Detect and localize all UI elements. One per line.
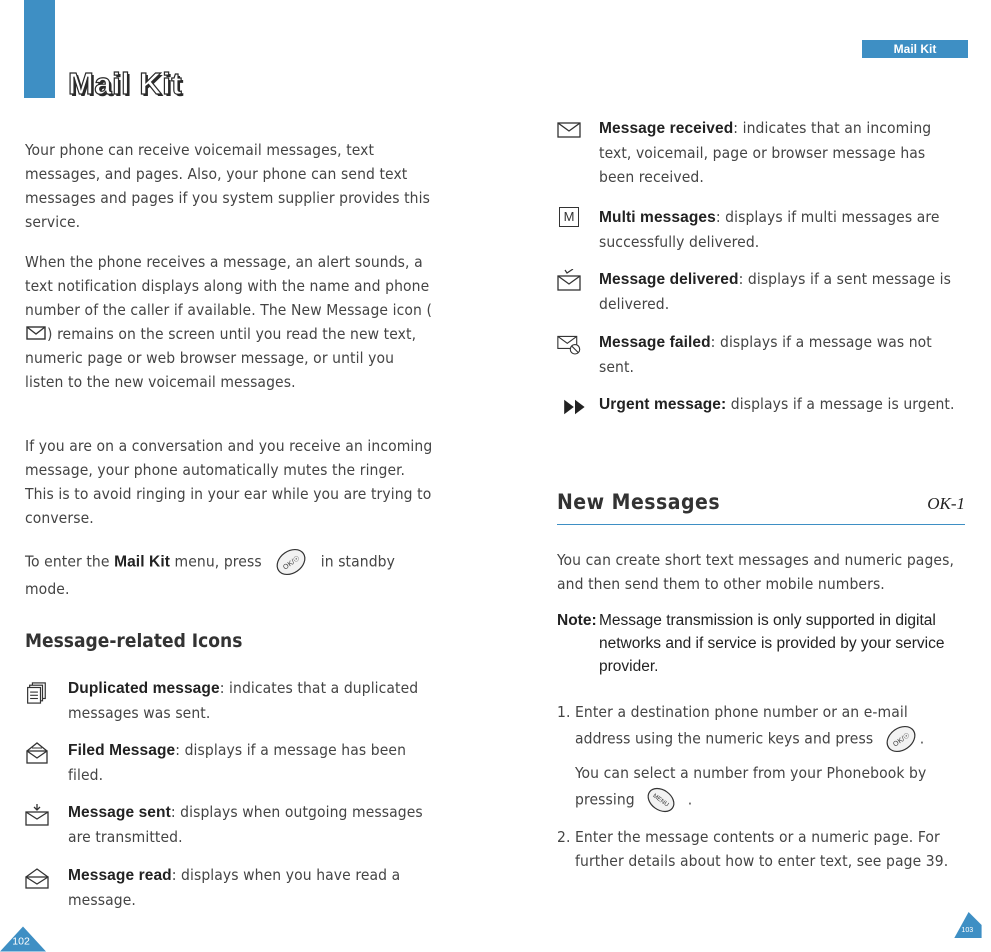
message-failed-icon	[557, 334, 581, 356]
item-term: Message read	[68, 867, 172, 884]
step-text: Enter the message contents or a numeric page. For further details about how to enter text, see page 39.	[575, 828, 949, 870]
page-number: 102	[12, 935, 30, 948]
list-item	[25, 676, 435, 725]
intro-paragraph	[25, 138, 435, 234]
item-desc: : displays if a message was not sent.	[599, 333, 932, 376]
list-item	[25, 738, 435, 787]
item-desc: : displays if a sent message is delivered.	[599, 270, 952, 313]
step-text: Enter a destination phone number or an e-mail address using the numeric keys and press	[575, 703, 908, 748]
step-2	[557, 825, 965, 873]
running-header-tab: Mail Kit	[862, 40, 968, 58]
menu-shortcut-tag: OK-1	[927, 494, 965, 513]
ok-button-icon	[882, 724, 920, 754]
new-messages-intro: You can create short text messages and numeric pages, and then send them to other mobile numbers.	[557, 551, 954, 593]
enter-text-c: in standby mode.	[25, 552, 395, 598]
message-sent-icon	[25, 804, 49, 826]
item-term: Message delivered	[599, 271, 739, 288]
section-divider	[557, 524, 965, 525]
subnote-end: .	[687, 790, 693, 809]
step-number: 1.	[557, 703, 571, 721]
item-desc: displays if a message is urgent.	[726, 395, 955, 413]
duplicated-message-icon	[25, 682, 49, 704]
subnote-text: You can select a number from your Phonebook by pressing	[575, 764, 927, 809]
item-desc: : displays if a message has been filed.	[68, 741, 407, 784]
enter-text-b: menu, press	[170, 552, 262, 571]
item-term: Filed Message	[68, 742, 176, 759]
step-1	[557, 700, 965, 754]
ok-button-label: OK/☉	[891, 731, 912, 749]
new-message-icon	[26, 326, 46, 340]
conversation-text: If you are on a conversation and you receive an incoming message, your phone automatically mutes the ringer. This is to avoid ringing in your ear while you are trying to converse.	[25, 437, 433, 527]
step-1-subnote	[575, 761, 965, 815]
list-item	[557, 116, 962, 189]
new-messages-heading: New Messages	[557, 490, 721, 514]
icons-heading: Message-related Icons	[25, 630, 243, 652]
ok-button-label: OK/☉	[282, 554, 302, 572]
message-read-icon	[25, 867, 49, 889]
item-desc: : displays when you have read a message.	[68, 866, 401, 909]
menu-button-label: MENU	[651, 793, 670, 809]
step-number: 2.	[557, 828, 571, 846]
note-block	[557, 609, 965, 675]
item-term: Message received	[599, 120, 734, 137]
item-desc: : displays when outgoing messages are transmitted.	[68, 803, 423, 846]
item-term: Multi messages	[599, 209, 716, 226]
conversation-paragraph	[25, 434, 435, 530]
list-item	[557, 205, 962, 254]
note-label: Note:	[557, 612, 597, 629]
list-item	[557, 267, 962, 316]
alert-text-b: ) remains on the screen until you read the new text, numeric page or web browser message, or until you listen to the new voicemail messages.	[25, 325, 417, 391]
page-title: Mail Kit	[68, 66, 183, 101]
list-item	[25, 863, 435, 912]
chapter-color-bar	[24, 0, 55, 98]
enter-mailkit-paragraph	[25, 547, 435, 601]
intro-text: Your phone can receive voicemail messages, text messages, and pages. Also, your phone can send text messages and pages if you system supplier provides this service.	[25, 141, 430, 231]
ok-button-icon	[272, 547, 310, 577]
item-term: Duplicated message	[68, 680, 220, 697]
mailkit-term: Mail Kit	[114, 553, 170, 571]
item-term: Message failed	[599, 334, 711, 351]
urgent-message-icon	[563, 396, 587, 418]
page-number: 103	[961, 926, 974, 935]
page-number-badge	[0, 926, 46, 952]
list-item	[25, 800, 435, 849]
list-item	[557, 392, 962, 417]
item-term: Message sent	[68, 804, 171, 821]
step-text-end: .	[919, 729, 925, 748]
item-desc: : indicates that an incoming text, voicemail, page or browser message has been received.	[599, 119, 932, 186]
alert-paragraph	[25, 250, 435, 394]
item-term: Urgent message:	[599, 396, 727, 413]
message-delivered-icon	[557, 269, 581, 291]
item-desc: : indicates that a duplicated messages was sent.	[68, 679, 419, 722]
message-received-icon	[557, 119, 581, 141]
multi-messages-icon: M	[559, 207, 579, 227]
menu-button-icon	[643, 785, 679, 815]
item-desc: : displays if multi messages are successfully delivered.	[599, 208, 940, 251]
enter-text-a: To enter the	[25, 552, 115, 571]
alert-text-a: When the phone receives a message, an alert sounds, a text notification displays along with the name and phone number of the caller if available. The New Message icon (	[25, 253, 432, 319]
note-text: Message transmission is only supported in digital networks and if service is provided by your service provider.	[599, 612, 945, 675]
list-item	[557, 330, 962, 379]
page-number-badge	[943, 912, 989, 938]
filed-message-icon	[25, 742, 49, 764]
